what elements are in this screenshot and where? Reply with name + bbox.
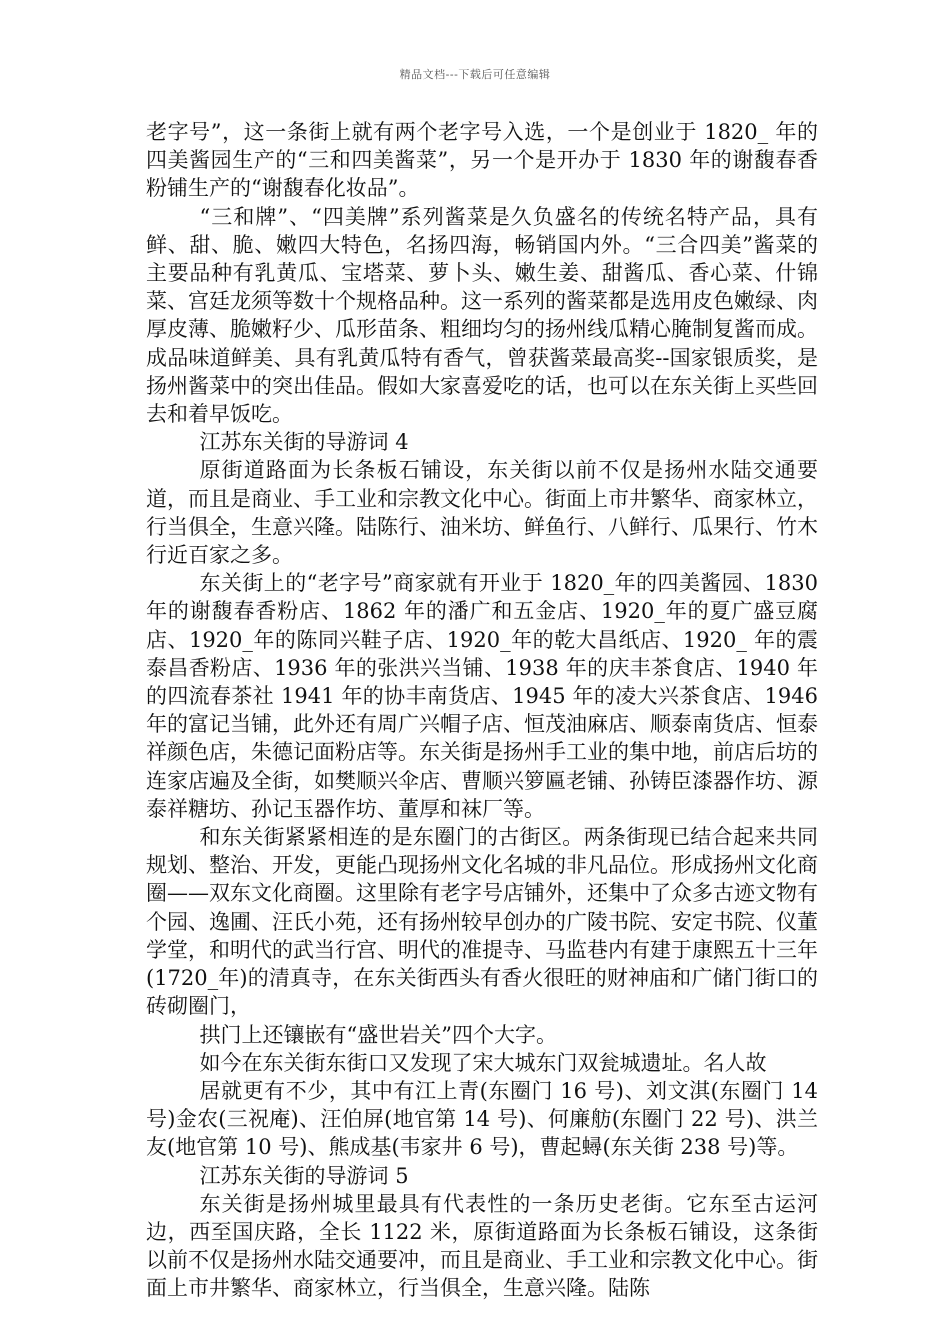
page-header: 精品文档---下载后可任意编辑 xyxy=(399,68,551,81)
paragraph-former-residences: 居就更有不少，其中有江上青(东圈门 16 号)、刘文淇(东圈门 14 号)金农(三祝庵)、汪伯屏(地官第 14 号)、何廉舫(东圈门 22 号)、洪兰友(地官第 10 号)、熊成基(韦家井 6 号)，曹起蟳(东关街 238 号)等。 xyxy=(146,1078,818,1160)
document-body xyxy=(146,118,818,1303)
paragraph-street-history: 原街道路面为长条板石铺设，东关街以前不仅是扬州水陆交通要道，而且是商业、手工业和宗教文化中心。街面上市井繁华、商家林立，行当俱全，生意兴隆。陆陈行、油米坊、鲜鱼行、八鲜行、瓜果行、竹木行近百家之多。 xyxy=(146,458,818,568)
paragraph-sauce-pickles: “三和牌”、“四美牌”系列酱菜是久负盛名的传统名特产品，具有鲜、甜、脆、嫩四大特色，名扬四海，畅销国内外。“三合四美”酱菜的主要品种有乳黄瓜、宝塔菜、萝卜头、嫩生姜、甜酱瓜、香心菜、什锦菜、宫廷龙须等数十个规格品种。这一系列的酱菜都是选用皮色嫩绿、肉厚皮薄、脆嫩籽少、瓜形苗条、粗细均匀的扬州线瓜精心腌制复酱而成。成品味道鲜美、具有乳黄瓜特有香气，曾获酱菜最高奖--国家银质奖，是扬州酱菜中的突出佳品。假如大家喜爱吃的话，也可以在东关街上买些回去和着早饭吃。 xyxy=(146,204,818,427)
paragraph-street-overview: 东关街是扬州城里最具有代表性的一条历史老街。它东至古运河边，西至国庆路，全长 1122 米，原街道路面为长条板石铺设，这条街以前不仅是扬州水陆交通要冲，而且是商业、手工业和宗教文化中心。街面上市井繁华、商家林立，行当俱全，生意兴隆。陆陈 xyxy=(146,1191,818,1301)
paragraph-continuation: 老字号”，这一条街上就有两个老字号入选，一个是创业于 1820_ 年的四美酱园生产的“三和四美酱菜”，另一个是开办于 1830 年的谢馥春香粉铺生产的“谢馥春化妆品”。 xyxy=(146,120,818,201)
paragraph-dongquanmen: 和东关街紧紧相连的是东圈门的古街区。两条街现已结合起来共同规划、整治、开发，更能凸现扬州文化名城的非凡品位。形成扬州文化商圈——双东文化商圈。这里除有老字号店铺外，还集中了众多古迹文物有个园、逸圃、汪氏小苑，还有扬州较早创办的广陵书院、安定书院、仪董学堂，和明代的武当行宫、明代的准提寺、马监巷内有建于康熙五十三年(1720_年)的清真寺，在东关街西头有香火很旺的财神庙和广储门街口的砖砌圈门， xyxy=(146,825,818,1019)
paragraph-old-brands: 东关街上的“老字号”商家就有开业于 1820_年的四美酱园、1830 年的谢馥春香粉店、1862 年的潘广和五金店、1920_年的夏广盛豆腐店、1920_年的陈同兴鞋子店、1920_年的乾大昌纸店、1920_ 年的震泰昌香粉店、1936 年的张洪兴当铺、1938 年的庆丰茶食店、1940 年的四流春茶社 1941 年的协丰南货店、1945 年的凌大兴茶食店、1946 年的富记当铺，此外还有周广兴帽子店、恒茂油麻店、顺泰南货店、恒泰祥颜色店，朱德记面粉店等。东关街是扬州手工业的集中地，前店后坊的连家店遍及全街，如樊顺兴伞店、曹顺兴箩匾老铺、孙铸臣漆器作坊、源泰祥糖坊、孙记玉器作坊、董厚和袜厂等。 xyxy=(146,571,818,821)
paragraph-song-city-gate: 如今在东关街东街口又发现了宋大城东门双瓮城遗址。名人故 xyxy=(199,1050,767,1075)
section-heading-5: 江苏东关街的导游词 5 xyxy=(199,1163,409,1188)
paragraph-arch-inscription: 拱门上还镶嵌有“盛世岩关”四个大字。 xyxy=(199,1022,558,1047)
section-heading-4: 江苏东关街的导游词 4 xyxy=(199,430,409,455)
